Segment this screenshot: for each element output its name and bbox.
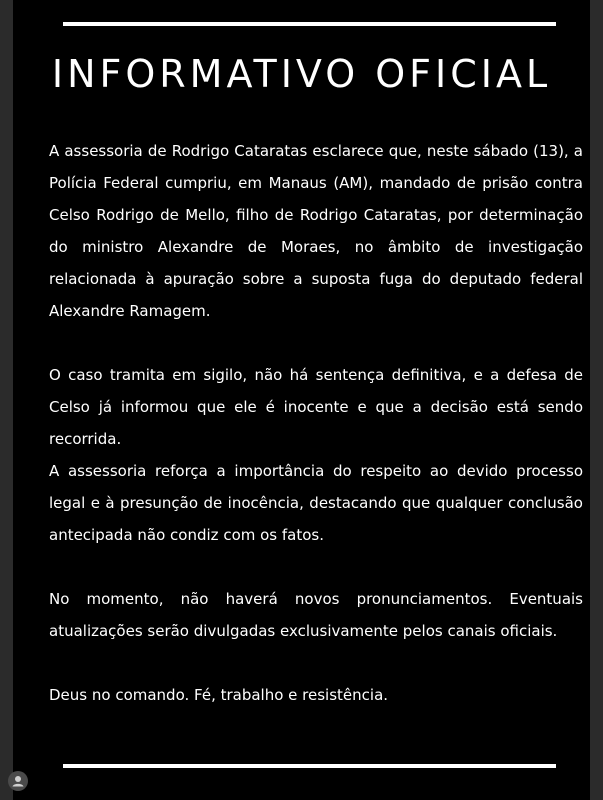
top-divider xyxy=(63,22,556,26)
paragraph-spacer xyxy=(49,327,583,359)
paragraph-case-status: O caso tramita em sigilo, não há sentença definitiva, e a defesa de Celso já informou que ele é inocente e que a decisão está sendo recorrida. xyxy=(49,366,583,448)
paragraph-spacer xyxy=(49,647,583,679)
announcement-body xyxy=(49,135,583,711)
user-icon[interactable] xyxy=(8,771,28,791)
page-title: INFORMATIVO OFICIAL xyxy=(51,52,552,96)
paragraph-closing: Deus no comando. Fé, trabalho e resistência. xyxy=(49,686,389,704)
bottom-divider xyxy=(63,764,556,768)
paragraph-due-process: A assessoria reforça a importância do respeito ao devido processo legal e à presunção de inocência, destacando que qualquer conclusão antecipada não condiz com os fatos. xyxy=(49,462,583,544)
paragraph-no-statements: No momento, não haverá novos pronunciamentos. Eventuais atualizações serão divulgadas exclusivamente pelos canais oficiais. xyxy=(49,590,583,640)
paragraph-spacer xyxy=(49,551,583,583)
announcement-card xyxy=(13,0,590,800)
paragraph-arrest-notice: A assessoria de Rodrigo Cataratas esclarece que, neste sábado (13), a Polícia Federal cumpriu, em Manaus (AM), mandado de prisão contra Celso Rodrigo de Mello, filho de Rodrigo Cataratas, por determinação do ministro Alexandre de Moraes, no âmbito de investigação relacionada à apuração sobre a suposta fuga do deputado federal Alexandre Ramagem. xyxy=(49,142,583,320)
